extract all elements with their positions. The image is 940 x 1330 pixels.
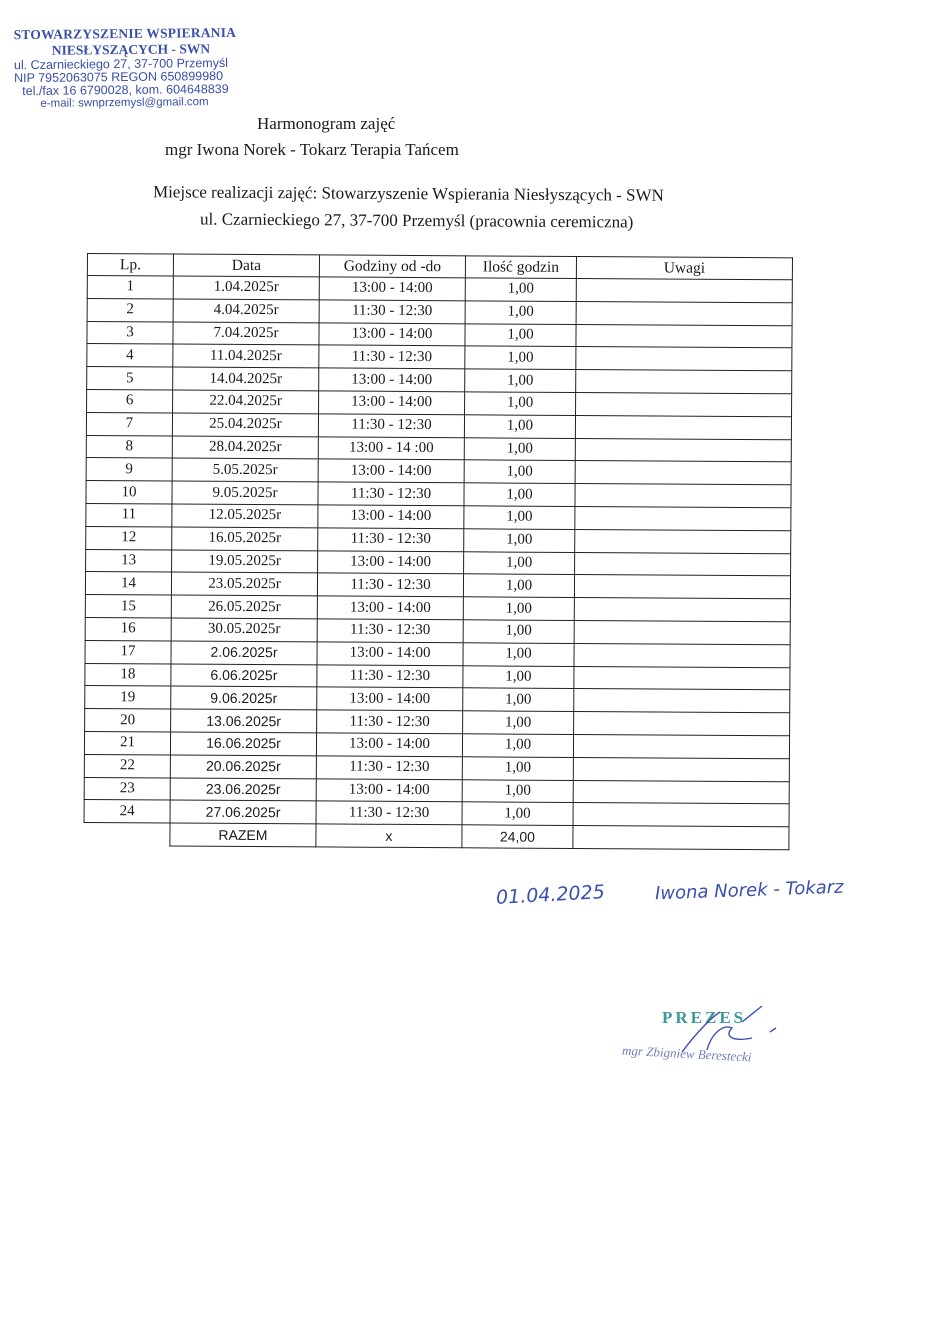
row-lp: 10 bbox=[86, 481, 172, 504]
row-count: 1,00 bbox=[465, 323, 576, 346]
row-count: 1,00 bbox=[464, 506, 575, 529]
stamp-address: ul. Czarnieckiego 27, 37-700 Przemyśl bbox=[13, 55, 229, 73]
row-lp: 18 bbox=[85, 663, 171, 686]
row-hours: 13:00 - 14:00 bbox=[316, 778, 462, 802]
row-lp: 16 bbox=[85, 617, 171, 640]
row-date: 27.06.2025r bbox=[170, 800, 316, 824]
stamp-tel: tel./fax 16 6790028, kom. 604648839 bbox=[22, 81, 229, 99]
row-date: 2.06.2025r bbox=[171, 641, 317, 665]
row-hours: 11:30 - 12:30 bbox=[318, 528, 464, 552]
row-count: 1,00 bbox=[463, 665, 574, 688]
row-notes bbox=[574, 666, 790, 690]
row-notes bbox=[575, 484, 791, 508]
stamp-email: e-mail: swnprzemysl@gmail.com bbox=[40, 96, 209, 110]
stamp-org-line1: STOWARZYSZENIE WSPIERANIA bbox=[13, 24, 237, 43]
row-hours: 13:00 - 14:00 bbox=[317, 687, 463, 711]
row-hours: 11:30 - 12:30 bbox=[318, 414, 464, 438]
row-date: 19.05.2025r bbox=[172, 550, 318, 574]
row-lp: 17 bbox=[85, 640, 171, 663]
row-lp: 20 bbox=[85, 709, 171, 732]
row-count: 1,00 bbox=[464, 437, 575, 460]
row-notes bbox=[576, 301, 792, 325]
row-date: 23.05.2025r bbox=[171, 572, 317, 596]
row-notes bbox=[575, 438, 791, 462]
row-notes bbox=[574, 643, 790, 667]
row-date: 26.05.2025r bbox=[171, 595, 317, 619]
row-lp: 11 bbox=[86, 503, 172, 526]
row-notes bbox=[575, 461, 791, 485]
row-lp: 2 bbox=[87, 298, 173, 321]
row-lp: 1 bbox=[87, 276, 173, 299]
row-date: 7.04.2025r bbox=[173, 322, 319, 346]
row-lp: 22 bbox=[84, 754, 170, 777]
row-notes bbox=[573, 757, 789, 781]
row-lp: 19 bbox=[85, 686, 171, 709]
row-hours: 13:00 - 14:00 bbox=[316, 733, 462, 757]
row-date: 6.06.2025r bbox=[171, 664, 317, 688]
row-lp: 8 bbox=[86, 435, 172, 458]
row-lp: 12 bbox=[86, 526, 172, 549]
document-subtitle: mgr Iwona Norek - Tokarz Terapia Tańcem bbox=[165, 140, 459, 159]
row-hours: 13:00 - 14:00 bbox=[319, 391, 465, 415]
row-lp: 9 bbox=[86, 458, 172, 481]
row-notes bbox=[576, 324, 792, 348]
row-date: 9.05.2025r bbox=[172, 481, 318, 505]
row-hours: 11:30 - 12:30 bbox=[319, 345, 465, 369]
row-lp: 6 bbox=[87, 389, 173, 412]
row-date: 4.04.2025r bbox=[173, 299, 319, 323]
row-date: 20.06.2025r bbox=[170, 755, 316, 779]
row-notes bbox=[574, 598, 790, 622]
row-hours: 11:30 - 12:30 bbox=[317, 664, 463, 688]
handwritten-date: 01.04.2025 bbox=[495, 881, 606, 909]
row-lp: 5 bbox=[87, 367, 173, 390]
row-notes bbox=[574, 689, 790, 713]
row-count: 1,00 bbox=[462, 757, 573, 780]
document-title: Harmonogram zajęć bbox=[257, 114, 396, 133]
row-count: 1,00 bbox=[463, 574, 574, 597]
row-date: 9.06.2025r bbox=[171, 686, 317, 710]
row-date: 16.05.2025r bbox=[172, 527, 318, 551]
row-hours: 13:00 - 14:00 bbox=[318, 505, 464, 529]
handwritten-signature: Iwona Norek - Tokarz bbox=[654, 876, 844, 905]
row-count: 1,00 bbox=[465, 278, 576, 301]
row-hours: 11:30 - 12:30 bbox=[319, 300, 465, 324]
row-date: 25.04.2025r bbox=[172, 413, 318, 437]
row-notes bbox=[574, 712, 790, 736]
row-count: 1,00 bbox=[464, 551, 575, 574]
row-hours: 11:30 - 12:30 bbox=[317, 710, 463, 734]
organization-stamp bbox=[14, 25, 237, 110]
row-date: 13.06.2025r bbox=[171, 709, 317, 733]
row-notes bbox=[576, 392, 792, 416]
row-hours: 11:30 - 12:30 bbox=[317, 573, 463, 597]
row-count: 1,00 bbox=[463, 643, 574, 666]
row-hours: 13:00 - 14:00 bbox=[317, 642, 463, 666]
row-hours: 11:30 - 12:30 bbox=[317, 619, 463, 643]
row-hours: 13:00 - 14:00 bbox=[318, 550, 464, 574]
header-hours: Godziny od -do bbox=[319, 255, 465, 278]
row-date: 16.06.2025r bbox=[170, 732, 316, 756]
stamp-org-line2: NIESŁYSZĄCYCH - SWN bbox=[51, 41, 211, 58]
row-count: 1,00 bbox=[464, 460, 575, 483]
row-notes bbox=[576, 278, 792, 302]
row-count: 1,00 bbox=[463, 620, 574, 643]
header-count: Ilość godzin bbox=[465, 256, 576, 279]
row-date: 14.04.2025r bbox=[173, 367, 319, 391]
row-notes bbox=[575, 506, 791, 530]
row-lp: 23 bbox=[84, 777, 170, 800]
row-date: 30.05.2025r bbox=[171, 618, 317, 642]
row-notes bbox=[575, 552, 791, 576]
president-stamp-name: mgr Zbigniew Berestecki bbox=[621, 1042, 752, 1065]
row-hours: 11:30 - 12:30 bbox=[316, 756, 462, 780]
row-count: 1,00 bbox=[462, 779, 573, 802]
row-hours: 13:00 - 14:00 bbox=[319, 277, 465, 301]
row-hours: 13:00 - 14:00 bbox=[318, 459, 464, 483]
row-count: 1,00 bbox=[462, 734, 573, 757]
row-count: 1,00 bbox=[463, 597, 574, 620]
row-date: 22.04.2025r bbox=[173, 390, 319, 414]
row-notes bbox=[574, 575, 790, 599]
header-lp: Lp. bbox=[87, 254, 173, 277]
row-count: 1,00 bbox=[465, 301, 576, 324]
row-lp: 15 bbox=[85, 595, 171, 618]
stamp-nip-regon: NIP 7952063075 REGON 650899980 bbox=[14, 68, 224, 86]
row-count: 1,00 bbox=[465, 369, 576, 392]
row-notes bbox=[573, 734, 789, 758]
row-count: 1,00 bbox=[463, 688, 574, 711]
row-notes bbox=[573, 803, 789, 827]
location-line1: Miejsce realizacji zajęć: Stowarzyszenie Wspierania Niesłyszących - SWN bbox=[152, 182, 664, 205]
row-hours: 11:30 - 12:30 bbox=[316, 801, 462, 825]
row-lp: 13 bbox=[86, 549, 172, 572]
total-empty-cell bbox=[84, 823, 170, 846]
row-notes bbox=[576, 370, 792, 394]
row-hours: 13:00 - 14:00 bbox=[319, 323, 465, 347]
total-row bbox=[84, 823, 789, 850]
location-line2: ul. Czarnieckiego 27, 37-700 Przemyśl (pracownia ceremiczna) bbox=[199, 209, 634, 232]
row-date: 28.04.2025r bbox=[172, 436, 318, 460]
schedule-table bbox=[83, 253, 793, 850]
total-hours: x bbox=[316, 824, 462, 848]
row-notes bbox=[573, 780, 789, 804]
row-hours: 13:00 - 14 :00 bbox=[318, 436, 464, 460]
row-lp: 4 bbox=[87, 344, 173, 367]
row-count: 1,00 bbox=[462, 802, 573, 825]
row-date: 1.04.2025r bbox=[173, 276, 319, 300]
total-label: RAZEM bbox=[170, 823, 316, 847]
row-count: 1,00 bbox=[464, 415, 575, 438]
row-count: 1,00 bbox=[465, 346, 576, 369]
row-count: 1,00 bbox=[463, 711, 574, 734]
row-date: 11.04.2025r bbox=[173, 344, 319, 368]
row-hours: 13:00 - 14:00 bbox=[319, 368, 465, 392]
row-date: 23.06.2025r bbox=[170, 778, 316, 802]
row-notes bbox=[576, 347, 792, 371]
row-date: 12.05.2025r bbox=[172, 504, 318, 528]
row-count: 1,00 bbox=[464, 529, 575, 552]
row-notes bbox=[575, 529, 791, 553]
president-stamp-title: PREZES bbox=[662, 1008, 747, 1027]
row-count: 1,00 bbox=[464, 483, 575, 506]
header-date: Data bbox=[173, 254, 319, 277]
total-count: 24,00 bbox=[462, 825, 573, 848]
row-hours: 11:30 - 12:30 bbox=[318, 482, 464, 506]
row-lp: 24 bbox=[84, 800, 170, 823]
row-lp: 14 bbox=[85, 572, 171, 595]
row-date: 5.05.2025r bbox=[172, 458, 318, 482]
row-notes bbox=[575, 415, 791, 439]
row-hours: 13:00 - 14:00 bbox=[317, 596, 463, 620]
row-lp: 3 bbox=[87, 321, 173, 344]
row-count: 1,00 bbox=[465, 392, 576, 415]
row-lp: 7 bbox=[86, 412, 172, 435]
row-lp: 21 bbox=[84, 731, 170, 754]
row-notes bbox=[574, 620, 790, 644]
total-notes bbox=[573, 826, 789, 850]
header-notes: Uwagi bbox=[576, 256, 792, 279]
